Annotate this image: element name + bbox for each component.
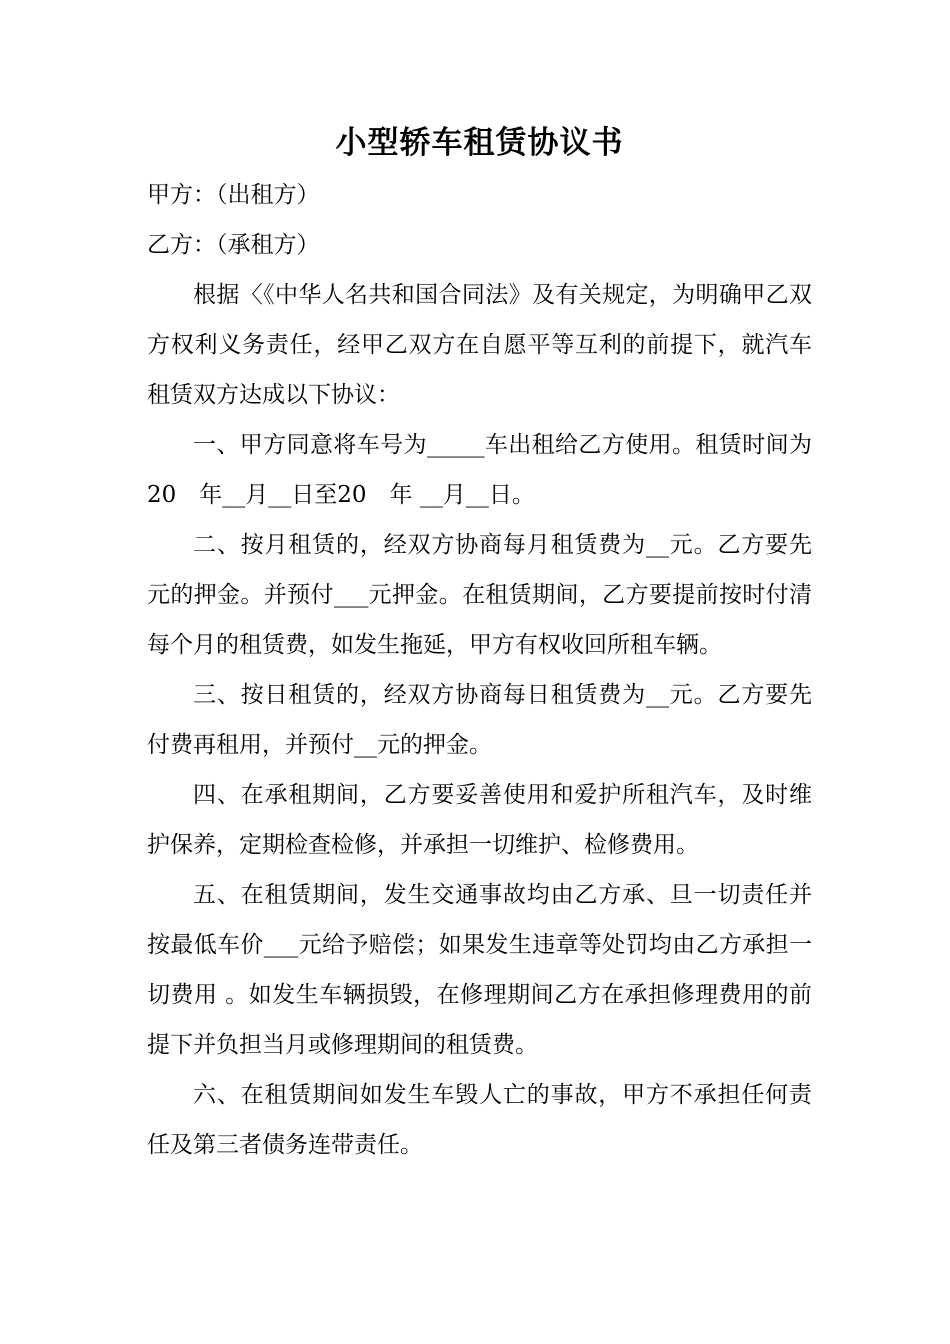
document-title: 小型轿车租赁协议书 <box>335 125 624 161</box>
clause-5-paragraph: 五、在租赁期间，发生交通事故均由乙方承、旦一切责任并按最低车价___元给予赔偿；如果发生违章等处罚均由乙方承担一切费用 。如发生车辆损毁，在修理期间乙方在承担修理费用的前提下并负担当月或修理期间的租赁费。 <box>147 882 812 1058</box>
clause-6-paragraph: 六、在租赁期间如发生车毁人亡的事故，甲方不承担任何责任及第三者债务连带责任。 <box>147 1082 812 1158</box>
preamble-paragraph: 根据〈《中华人名共和国合同法》及有关规定，为明确甲乙双方权利义务责任，经甲乙双方在自愿平等互利的前提下，就汽车租赁双方达成以下协议： <box>147 282 812 408</box>
clause-1-paragraph: 一、甲方同意将车号为_____车出租给乙方使用。租赁时间为20 年__月__日至20 年 __月__日。 <box>147 432 812 508</box>
party-a-line: 甲方：（出租方） <box>147 182 320 208</box>
clause-2-paragraph: 二、按月租赁的，经双方协商每月租赁费为__元。乙方要先元的押金。并预付___元押金。在租赁期间，乙方要提前按时付清每个月的租赁费，如发生拖延，甲方有权收回所租车辆。 <box>147 532 812 658</box>
clause-4-paragraph: 四、在承租期间，乙方要妥善使用和爱护所租汽车，及时维护保养，定期检查检修，并承担一切维护、检修费用。 <box>147 782 812 858</box>
clause-3-paragraph: 三、按日租赁的，经双方协商每日租赁费为__元。乙方要先付费再租用，并预付__元的押金。 <box>147 682 812 758</box>
party-b-line: 乙方：（承租方） <box>147 232 320 258</box>
document-page <box>147 118 812 1170</box>
